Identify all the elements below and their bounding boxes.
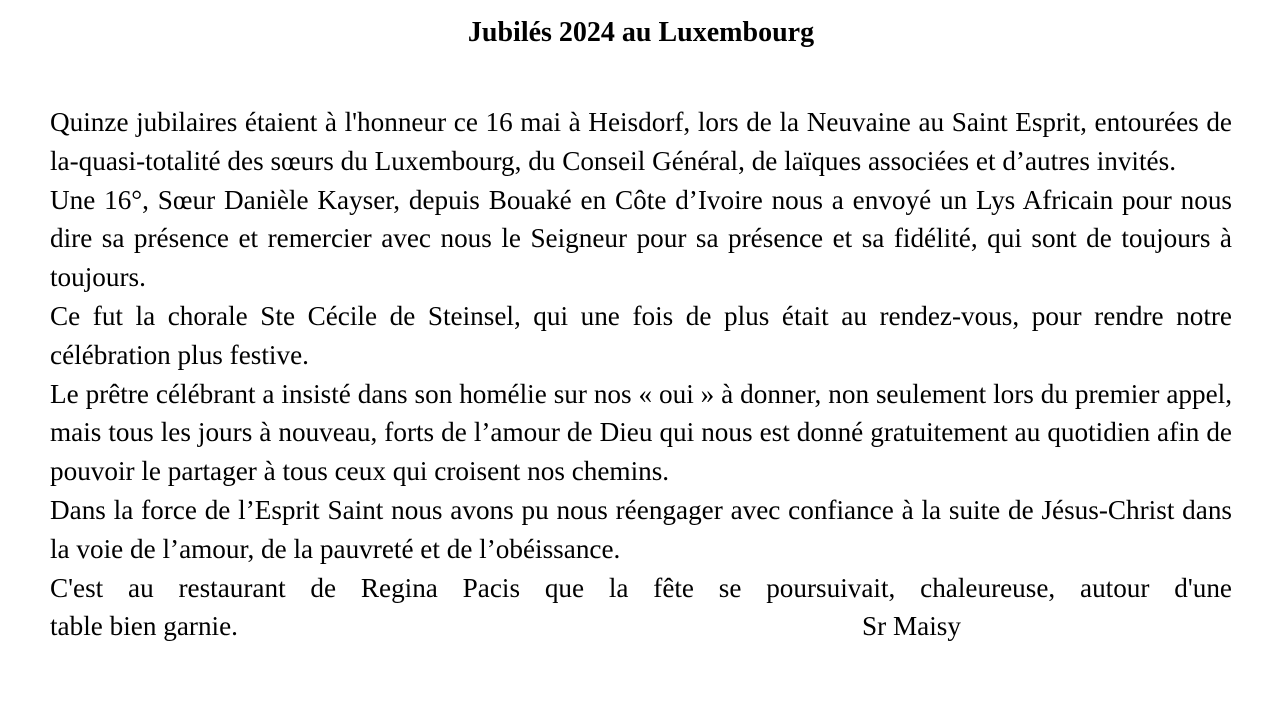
paragraph-3: Ce fut la chorale Ste Cécile de Steinsel, qui une fois de plus était au rendez-vous, pour rendre notre célébration plus festive.: [50, 300, 1232, 370]
paragraph-2: Une 16°, Sœur Danièle Kayser, depuis Bouaké en Côte d’Ivoire nous a envoyé un Lys Africain pour nous dire sa présence et remercier avec nous le Seigneur pour sa présence et sa fidélité, qui sont de toujours à toujours.: [50, 184, 1232, 293]
document-page: [50, 0, 1232, 646]
closing-line: [50, 607, 1232, 646]
document-title: Jubilés 2024 au Luxembourg: [467, 17, 815, 48]
paragraph-5: Dans la force de l’Esprit Saint nous avons pu nous réengager avec confiance à la suite de Jésus-Christ dans la voie de l’amour, de la pauvreté et de l’obéissance.: [50, 494, 1232, 564]
signature: Sr Maisy: [862, 611, 961, 642]
paragraph-6-end: table bien garnie.: [50, 611, 238, 642]
paragraph-1: Quinze jubilaires étaient à l'honneur ce 16 mai à Heisdorf, lors de la Neuvaine au Saint Esprit, entourées de la-quasi-totalité des sœurs du Luxembourg, du Conseil Général, de laïques associées et d’autres invités.: [50, 107, 1232, 176]
paragraph-6: C'est au restaurant de Regina Pacis que la fête se poursuivait, chaleureuse, autour d'une: [50, 572, 1232, 603]
paragraph-4: Le prêtre célébrant a insisté dans son homélie sur nos « oui » à donner, non seulement lors du premier appel, mais tous les jours à nouveau, forts de l’amour de Dieu qui nous est donné gratuitement au quotidien afin de pouvoir le partager à tous ceux qui croisent nos chemins.: [50, 378, 1232, 487]
document-body: [50, 103, 1232, 646]
